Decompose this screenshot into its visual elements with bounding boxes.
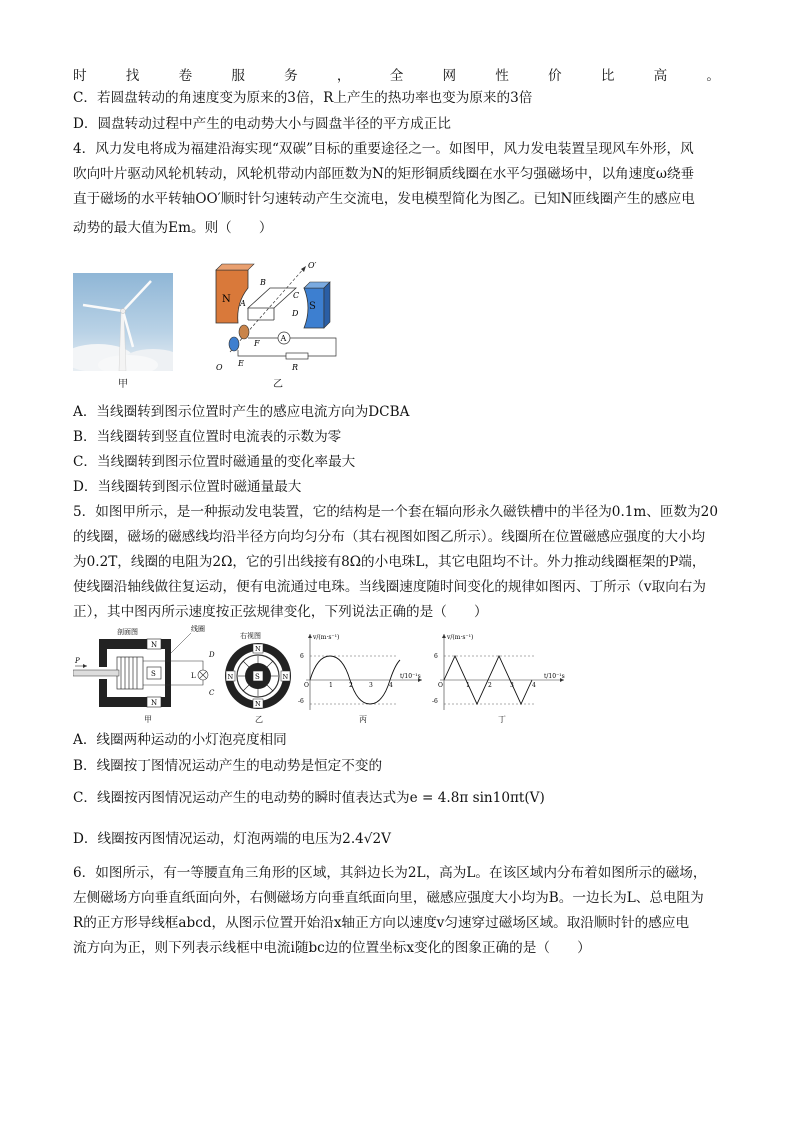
header-char: 时 xyxy=(73,68,87,84)
tri-tick-2: 2 xyxy=(488,682,492,689)
q4-text-4: 动势的最大值为Em。则（ ） xyxy=(73,220,273,236)
sine-tick-neg6: -6 xyxy=(298,698,304,705)
tri-tick-1: 1 xyxy=(466,682,470,689)
header-char: 服 xyxy=(231,68,245,84)
vibration-generator-section xyxy=(73,623,223,715)
q4-option-b: B．当线圈转到竖直位置时电流表的示数为零 xyxy=(73,429,342,445)
label-o: O xyxy=(216,363,223,372)
header-char: 性 xyxy=(495,68,509,84)
label-d: D xyxy=(292,309,299,318)
ammeter-label: A xyxy=(280,334,287,343)
coil-label: 线圈 xyxy=(191,625,205,633)
wind-turbine-photo xyxy=(73,273,173,371)
generator-diagram xyxy=(208,258,348,378)
ring-pole-n-top: N xyxy=(255,645,261,653)
header-spread-line xyxy=(73,64,720,84)
header-char: 网 xyxy=(442,68,457,84)
sine-y-axis-label: v/(m·s⁻¹) xyxy=(313,634,340,641)
label-bulb-l: L xyxy=(191,672,196,680)
sine-tick-1: 1 xyxy=(329,682,333,689)
header-char: 比 xyxy=(600,68,615,84)
q6-text-1: 6．如图所示，有一等腰直角三角形的区域，其斜边长为2L，高为L。在该区域内分布着如图所示的磁场， xyxy=(73,865,707,881)
label-p: P xyxy=(75,657,80,665)
section-title: 剖面图 xyxy=(117,628,138,636)
fig5-caption-ding: 丁 xyxy=(498,715,506,724)
q6-text-3: R的正方形导线框abcd，从图示位置开始沿x轴正方向以速度v匀速穿过磁场区域。取沿顺时针的感应电 xyxy=(73,915,690,931)
fig4-caption-yi: 乙 xyxy=(273,379,283,390)
label-b: B xyxy=(260,278,266,287)
label-s: S xyxy=(309,301,316,312)
ring-pole-n-left: N xyxy=(227,673,234,681)
label-n: N xyxy=(222,294,231,305)
header-char: 务 xyxy=(284,68,298,84)
sine-tick-2: 2 xyxy=(349,682,353,689)
header-char: 高 xyxy=(653,68,668,84)
q4-text-2: 吹向叶片驱动风轮机转动，风轮机带动内部匝数为N的矩形铜质线圈在水平匀强磁场中，以角速度ω绕垂 xyxy=(73,166,695,182)
tri-tick-6: 6 xyxy=(434,653,438,660)
pole-n-top: N xyxy=(151,641,158,649)
q4-option-a: A．当线圈转到图示位置时产生的感应电流方向为DCBA xyxy=(73,404,410,420)
label-c: C xyxy=(293,291,300,300)
tri-origin: O xyxy=(438,682,443,689)
magnet-right-view xyxy=(222,630,296,710)
pole-n-bottom: N xyxy=(151,699,158,707)
sine-tick-6: 6 xyxy=(300,653,304,660)
q5-option-c: C．线圈按丙图情况运动产生的电动势的瞬时值表达式为e = 4.8π sin10πt(V) xyxy=(73,790,545,806)
sine-x-axis-label: t/10⁻¹s xyxy=(400,673,421,680)
header-char: 卷 xyxy=(178,68,193,84)
label-f: F xyxy=(254,339,260,348)
q5-option-b: B．线圈按丁图情况运动产生的电动势是恒定不变的 xyxy=(73,758,383,774)
q5-text-5: 正），其中图丙所示速度按正弦规律变化，下列说法正确的是（ ） xyxy=(73,604,488,620)
q4-option-c: C．当线圈转到图示位置时磁通量的变化率最大 xyxy=(73,454,356,470)
label-o-prime: O′ xyxy=(308,261,317,270)
q5-text-1: 5．如图甲所示，是一种振动发电装置，它的结构是一个套在辐向形永久磁铁槽中的半径为0.1m、匝数为20 xyxy=(73,504,718,520)
center-pole-s: S xyxy=(255,673,260,681)
q5-text-4: 使线圈沿轴线做往复运动，便有电流通过电珠。当线圈速度随时间变化的规律如图丙、丁所示（v取向右为 xyxy=(73,579,706,595)
pole-s: S xyxy=(151,670,156,678)
tri-x-axis-label: t/10⁻¹s xyxy=(544,673,565,680)
option-d-q3: D．圆盘转动过程中产生的电动势大小与圆盘半径的平方成正比 xyxy=(73,116,451,132)
tri-tick-neg6: -6 xyxy=(432,698,438,705)
tri-y-axis-label: v/(m·s⁻¹) xyxy=(447,634,474,641)
label-a: A xyxy=(240,299,246,308)
tri-tick-3: 3 xyxy=(510,682,514,689)
header-char: 找 xyxy=(125,68,140,84)
ring-pole-n-bottom: N xyxy=(255,700,261,708)
q4-text-3: 直于磁场的水平转轴OO′顺时针匀速转动产生交流电，发电模型简化为图乙。已知N匝线圈产生的感应电 xyxy=(73,191,695,207)
header-char: ， xyxy=(336,68,351,84)
label-d5: D xyxy=(209,651,215,659)
q4-text-1: 4．风力发电将成为福建沿海实现“双碳”目标的重要途径之一。如图甲，风力发电装置呈现风车外形，风 xyxy=(73,141,694,157)
q5-option-d: D．线圈按丙图情况运动，灯泡两端的电压为2.4√2V xyxy=(73,831,391,847)
fig5-caption-bing: 丙 xyxy=(359,715,367,724)
label-e: E xyxy=(238,359,244,368)
sine-tick-4: 4 xyxy=(389,682,393,689)
velocity-graph-sine xyxy=(296,630,428,712)
fig5-caption-yi: 乙 xyxy=(255,715,263,724)
q6-text-4: 流方向为正，则下列表示线框中电流i随bc边的位置坐标x变化的图象正确的是（ ） xyxy=(73,940,591,956)
right-view-title: 右视图 xyxy=(240,632,261,640)
q4-option-d: D．当线圈转到图示位置时磁通量最大 xyxy=(73,479,302,495)
q5-text-2: 的线圈，磁场的磁感线均沿半径方向均匀分布（其右视图如图乙所示）。线圈所在位置磁感应强度的大小均 xyxy=(73,529,706,545)
fig4-caption-jia: 甲 xyxy=(118,379,128,390)
header-char: 价 xyxy=(548,68,562,84)
label-r: R xyxy=(292,363,299,372)
tri-tick-4: 4 xyxy=(532,682,536,689)
fig5-caption-jia: 甲 xyxy=(144,715,152,724)
label-c5: C xyxy=(209,689,215,697)
q5-text-3: 为0.2T，线圈的电阻为2Ω，它的引出线接有8Ω的小电珠L，其它电阻均不计。外力推动线圈框架的P端， xyxy=(73,554,706,570)
option-c-q3: C．若圆盘转动的角速度变为原来的3倍，R上产生的热功率也变为原来的3倍 xyxy=(73,90,533,106)
sine-tick-3: 3 xyxy=(369,682,373,689)
q6-text-2: 左侧磁场方向垂直纸面向外，右侧磁场方向垂直纸面向里，磁感应强度大小均为B。一边长为L、总电阻为 xyxy=(73,890,704,906)
q5-option-a: A．线圈两种运动的小灯泡亮度相同 xyxy=(73,732,287,748)
ring-pole-n-right: N xyxy=(282,673,289,681)
velocity-graph-triangle xyxy=(430,630,570,712)
header-char: 。 xyxy=(706,68,720,84)
header-char: 全 xyxy=(389,68,404,84)
sine-origin: O xyxy=(304,682,309,689)
